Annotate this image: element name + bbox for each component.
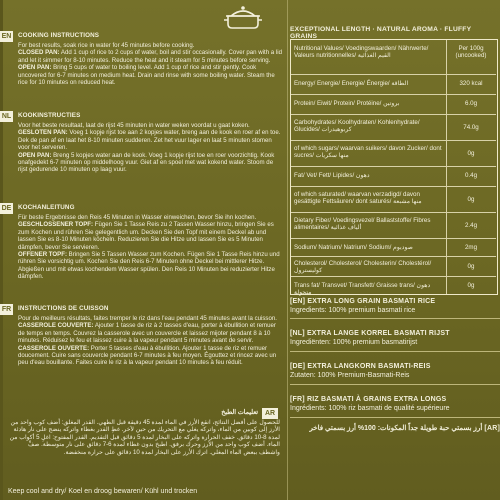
table-row [291, 256, 496, 276]
language-code-de: DE [1, 205, 12, 212]
table-row [291, 74, 496, 94]
section-title-ar: تعليمات الطبخ [221, 409, 258, 416]
open-pan-text: Porter 5 tasses d'eau à ébullition. Ajouter 1 tasse de riz et remuer doucement. Cuire sans couvercle pendant 6-7 minutes à feu moyen. Égouttez et rincez avec un peu d'eau bouillante. Faites cuire le riz à la vapeur pendant 10 minutes à feu réduit. [18, 344, 277, 367]
nutrient-name: Protein/ Eiwit/ Protein/ Protéine/ بروتين [294, 100, 400, 107]
section-body-nl [18, 122, 282, 174]
product-description-nl [290, 329, 500, 347]
nutrient-value: 6.0g [464, 100, 478, 107]
product-title: [NL] EXTRA LANGE KORREL BASMATI RIJST [290, 330, 450, 337]
intro-text: Voor het beste resultaat, laat de rijst 45 minuten in water weken voordat u gaat koken. [18, 122, 250, 129]
nutrient-name: Carbohydrates/ Koolhydraten/ Kohlenhydrate/ Glucides/ كربوهيدرات [294, 119, 420, 134]
table-row [291, 114, 496, 140]
open-pan-text: Breng 5 kopjes water aan de kook. Voeg 1 kopje rijst toe en roer voorzichtig. Kook onafgedekt 6-7 minuten op middelhoog vuur. Giet af en spoel met wat kokend water. Stoom de rijst gedurende 10 minuten op laag vuur. [18, 151, 275, 174]
section-body-ar: للحصول على أفضل النتائج، انقع الأرز في الماء لمدة 45 دقيقة قبل الطهي. القدر المغلق: أضف كوب واحد من الأرز إلى كوبين من الماء، واتركه يغلي مع التحريك من حين لآخر. غطِ القدر بغطاء واتركه ينضج على نار هادئة لمدة 8-10 دقائق. خفف الحرارة واتركه على البخار لمدة 5 دقائق قبل التقديم. القدر المفتوح: اغلِ 5 أكواب من الماء. أضف كوب واحد من الأرز وحرك برفق. اطبخ بدون غطاء لمدة 6-7 دقائق على نار متوسطة. صفِّ واشطف ببعض الماء المغلي. اترك الأرز على البخار لمدة 10 دقائق على حرارة منخفضة. [9, 419, 280, 456]
product-ingredients: Ingrédients: 100% riz basmati de qualité supérieure [290, 405, 450, 412]
table-row [291, 94, 496, 114]
closed-pan-text: Voeg 1 kopje rijst toe aan 2 kopjes water, breng aan de kook en roer af en toe. Dek de pan af en laat het 8-10 minuten sudderen. Zet het vuur lager en laat 5 minuten stomen voor het serveren. [18, 129, 281, 152]
table-header-name: Nutritional Values/ Voedingswaarden/ Nährwerte/ Valeurs nutritionnelles/ القيم الغذائية [294, 45, 429, 60]
language-code-en: EN [1, 33, 12, 40]
nutrient-value: 0g [467, 150, 475, 157]
intro-text: For best results, soak rice in water for 45 minutes before cooking. [18, 42, 195, 49]
nutrient-name: Energy/ Energie/ Energie/ Énergie/ الطاقة [294, 80, 409, 87]
product-divider [290, 417, 500, 418]
open-pan-text: Bring 5 cups of water to boiling level. Add 1 cup of rice and stir gently. Cook uncovered for 6-7 minutes on medium heat. Drain and rinse with some boiling water. Steam the rice for 10 minutes on reduced heat. [18, 64, 275, 87]
nutrition-table [290, 39, 498, 295]
section-body-fr [18, 315, 282, 367]
product-divider [290, 318, 500, 319]
table-row [291, 212, 496, 238]
section-body-en [18, 42, 282, 86]
product-title: [DE] EXTRA LANGKORN BASMATI-REIS [290, 363, 431, 370]
product-description-ar [290, 424, 500, 433]
table-row [291, 238, 496, 256]
nutrient-name: Fat/ Vet/ Fett/ Lipides/ دهون [294, 172, 370, 179]
product-description-fr [290, 395, 500, 413]
table-row [291, 140, 496, 166]
product-description-de [290, 362, 500, 380]
cooking-instructions-panel [0, 32, 284, 500]
cooking-pot-icon [222, 2, 264, 30]
nutrient-value: 0g [467, 282, 475, 289]
nutrient-value: 320 kcal [459, 80, 483, 87]
table-header-value: Per 100g (uncooked) [455, 45, 487, 60]
product-title: [EN] EXTRA LONG GRAIN BASMATI RICE [290, 298, 436, 305]
nutrient-value: 2.4g [464, 222, 478, 229]
section-title-fr: INSTRUCTIONS DE CUISSON [18, 305, 109, 312]
product-divider [290, 351, 500, 352]
language-code-ar: AR [262, 408, 278, 419]
open-pan-label: OPEN PAN: [18, 64, 52, 72]
section-title-de: KOCHANLEITUNG [18, 204, 75, 211]
product-info-panel [290, 0, 500, 500]
closed-pan-text: Add 1 cup of rice to 2 cups of water, boil and stir occasionally. Cover pan with a lid and let it simmer for 8-10 minutes. Reduce the heat and it steam for 5 minutes before serving. [18, 49, 282, 64]
product-title: [AR] أرز بسمتي حبة طويلة جداً المكونات: 100% أرز بسمتي فاخر [309, 425, 500, 432]
nutrient-name: Cholesterol/ Cholesterol/ Cholesterin/ Cholestérol/ كوليسترول [294, 260, 432, 275]
section-body-de [18, 214, 282, 281]
nutrient-name: Dietary Fiber/ Voedingsvezel/ Ballaststoffe/ Fibres alimentaires/ ألياف غذائية [294, 217, 431, 232]
product-divider [290, 384, 500, 385]
nutrient-name: of which saturated/ waarvan verzadigd/ davon gesättigte Fettsäuren/ dont saturés/ منها مشبعة [294, 191, 422, 206]
product-ingredients: Ingredients: 100% premium basmati rice [290, 307, 416, 314]
nutrient-value: 0g [467, 196, 475, 203]
section-title-nl: KOOKINSTRUCTIES [18, 112, 81, 119]
open-pan-label: OPEN PAN: [18, 151, 52, 159]
language-code-nl: NL [1, 113, 12, 120]
tagline: EXCEPTIONAL LENGTH · NATURAL AROMA · FLUFFY GRAINS [290, 26, 472, 40]
closed-pan-text: Fügen Sie 1 Tasse Reis zu 2 Tassen Wasser hinzu, bringen Sie es zum Kochen und rühren Sie gelegentlich um. Decken Sie den Topf mit einem Deckel ab und lassen Sie es 8-10 Minuten köcheln. Reduzieren Sie die Hitze und lassen Sie es 5 Minuten dämpfen, bevor Sie servieren. [18, 221, 274, 251]
nutrient-name: Trans fat/ Transvet/ Transfett/ Graisse trans/ دهون متحولة [294, 282, 431, 297]
product-ingredients: Ingrediënten: 100% premium basmatirijst [290, 339, 418, 346]
nutrient-value: 0.4g [464, 172, 478, 179]
nutrient-value: 0g [467, 263, 475, 270]
table-row [291, 166, 496, 186]
column-divider [287, 0, 288, 500]
storage-note: Keep cool and dry/ Koel en droog bewaren/ Kühl und trocken [8, 488, 198, 495]
intro-text: Pour de meilleurs résultats, faites tremper le riz dans l'eau pendant 45 minutes avant la cuisson. [18, 315, 277, 322]
product-ingredients: Zutaten: 100% Premium-Basmati-Reis [290, 372, 410, 379]
open-pan-text: Bringen Sie 5 Tassen Wasser zum Kochen. Fügen Sie 1 Tasse Reis hinzu und rühren Sie vorsichtig um. Kochen Sie den Reis 6-7 Minuten ohne Deckel bei mittlerer Hitze. Abgießen und mit etwas kochendem Wasser spülen. Den Reis 10 Minuten bei reduzierter Hitze dämpfen. [18, 251, 280, 281]
nutrient-value: 2mg [464, 244, 478, 251]
table-row [291, 186, 496, 212]
open-pan-label: CASSEROLE OUVERTE: [18, 344, 90, 352]
product-title: [FR] RIZ BASMATI À GRAINS EXTRA LONGS [290, 396, 447, 403]
nutrient-value: 74.0g [463, 124, 479, 131]
closed-pan-label: GESCHLOSSENER TOPF: [18, 221, 94, 229]
open-pan-label: OFFENER TOPF: [18, 251, 67, 259]
closed-pan-text: Ajouter 1 tasse de riz à 2 tasses d'eau, porter à ébullition et remuer de temps en temps. Couvrez la casserole avec un couvercle et laissez mijoter pendant 8 à 10 minutes. Réduisez le feu et laissez cuire à la vapeur pendant 5 minutes avant de servir. [18, 322, 276, 345]
section-title-en: COOKING INSTRUCTIONS [18, 32, 100, 39]
nutrient-name: Sodium/ Natrium/ Natrium/ Sodium/ صوديوم [294, 244, 413, 251]
language-code-fr: FR [1, 306, 12, 313]
nutrient-name: of which sugars/ waarvan suikers/ davon Zucker/ dont sucres/ منها سكريات [294, 145, 442, 160]
table-row [291, 276, 496, 297]
product-description-en [290, 297, 500, 315]
closed-pan-label: CASSEROLE COUVERTE: [18, 322, 94, 330]
closed-pan-label: CLOSED PAN: [18, 49, 60, 57]
table-header-row [291, 42, 496, 72]
intro-text: Für beste Ergebnisse den Reis 45 Minuten in Wasser einweichen, bevor Sie ihn kochen. [18, 214, 257, 221]
closed-pan-label: GESLOTEN PAN: [18, 129, 68, 137]
